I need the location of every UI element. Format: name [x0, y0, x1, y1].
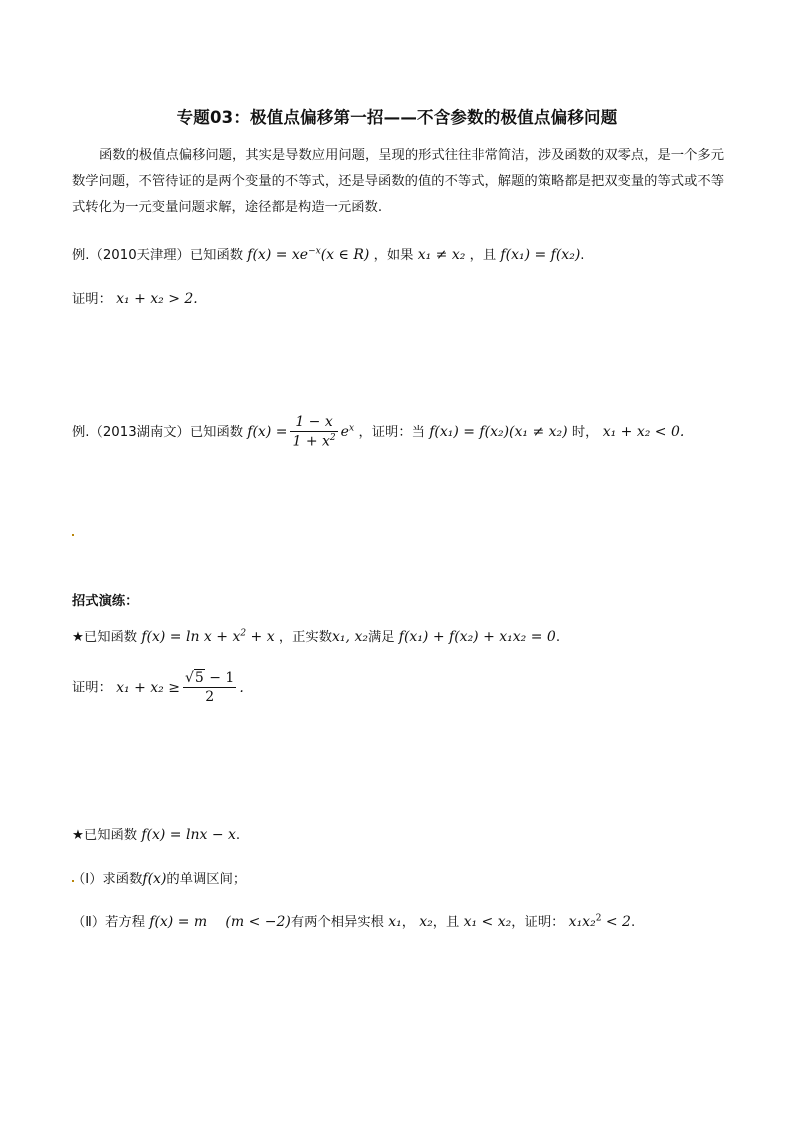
practice-2-order: x₁ < x₂: [463, 914, 512, 930]
example-1-condition-1: x₁ ≠ x₂: [417, 247, 466, 263]
page-title: 专题03：极值点偏移第一招——不含参数的极值点偏移问题: [176, 108, 618, 127]
practice-2-result: x₁x₂$^2$ < 2: [568, 913, 631, 930]
example-1-lead: 例.（2010天津理）已知函数: [72, 248, 244, 263]
practice-1-proof-claim: x₁ + x₂ ≥ $\frac{√5 - 1}{2}$ .: [116, 670, 244, 705]
star-icon: ★: [72, 828, 84, 843]
intro-paragraph: 函数的极值点偏移问题，其实是导数应用问题，呈现的形式往往非常简洁，涉及函数的双零点，是一个多元数学问题，不管待证的是两个变量的不等式，还是导函数的值的不等式，解题的策略都是把双变量的等式或不等式转化为一元变量问题求解，途径都是构造一元函数.: [72, 148, 724, 215]
section-heading: 招式演练：: [72, 594, 139, 609]
example-1-statement: 例.（2010天津理）已知函数 $f(x) = xe^{-x}(x$ ∈ R) ，如果 x₁ ≠ x₂ ，且 f(x₁) = f(x₂).: [72, 246, 585, 263]
example-1-proof: 证明： x₁ + x₂ > 2.: [72, 291, 198, 307]
stray-mark: [72, 534, 74, 536]
star-icon: ★: [72, 630, 84, 645]
example-1-condition-2: f(x₁) = f(x₂): [500, 247, 581, 263]
example-2-statement: 例.（2013湖南文）已知函数 f(x) = $\frac{1 - x}{1 + x^2}$ $e^x$ ，证明：当 f(x₁) = f(x₂)(x₁ ≠ x₂) 时， x₁ + x₂ < 0.: [72, 414, 685, 450]
practice-2-part-1-function: f(x): [142, 871, 167, 887]
example-1-function: $f(x) = xe^{-x}(x$ ∈ R): [247, 246, 370, 263]
practice-1-condition: f(x₁) + f(x₂) + x₁x₂ = 0: [398, 629, 556, 645]
practice-1-statement: ★已知函数 $f(x) = \ln x + x^2 + x$ ，正实数x₁, x₂满足 f(x₁) + f(x₂) + x₁x₂ = 0.: [72, 628, 561, 645]
example-1-proof-claim: x₁ + x₂ > 2.: [116, 291, 198, 307]
practice-2-function: f(x) = lnx − x: [141, 827, 236, 843]
practice-2-part-1: （Ⅰ）求函数f(x)的单调区间；: [72, 871, 247, 887]
practice-2-equation: f(x) = m: [149, 914, 208, 930]
practice-1-proof: 证明： x₁ + x₂ ≥ $\frac{√5 - 1}{2}$ .: [72, 670, 244, 705]
practice-1-function: $f(x) = \ln x + x^2 + x$: [141, 628, 275, 645]
example-2-condition: f(x₁) = f(x₂)(x₁ ≠ x₂): [429, 423, 568, 440]
practice-2-part-2: （Ⅱ）若方程 f(x) = m (m < −2)有两个相异实根 x₁， x₂，且 x₁ < x₂，证明： x₁x₂$^2$ < 2.: [72, 913, 636, 930]
practice-2-constraint: (m < −2): [225, 914, 291, 930]
practice-1-variables: x₁, x₂: [332, 629, 368, 645]
example-2-function: f(x) = $\frac{1 - x}{1 + x^2}$ $e^x$: [247, 414, 355, 450]
example-2-result: x₁ + x₂ < 0.: [602, 423, 685, 440]
practice-2-statement: ★已知函数 f(x) = lnx − x.: [72, 827, 241, 843]
